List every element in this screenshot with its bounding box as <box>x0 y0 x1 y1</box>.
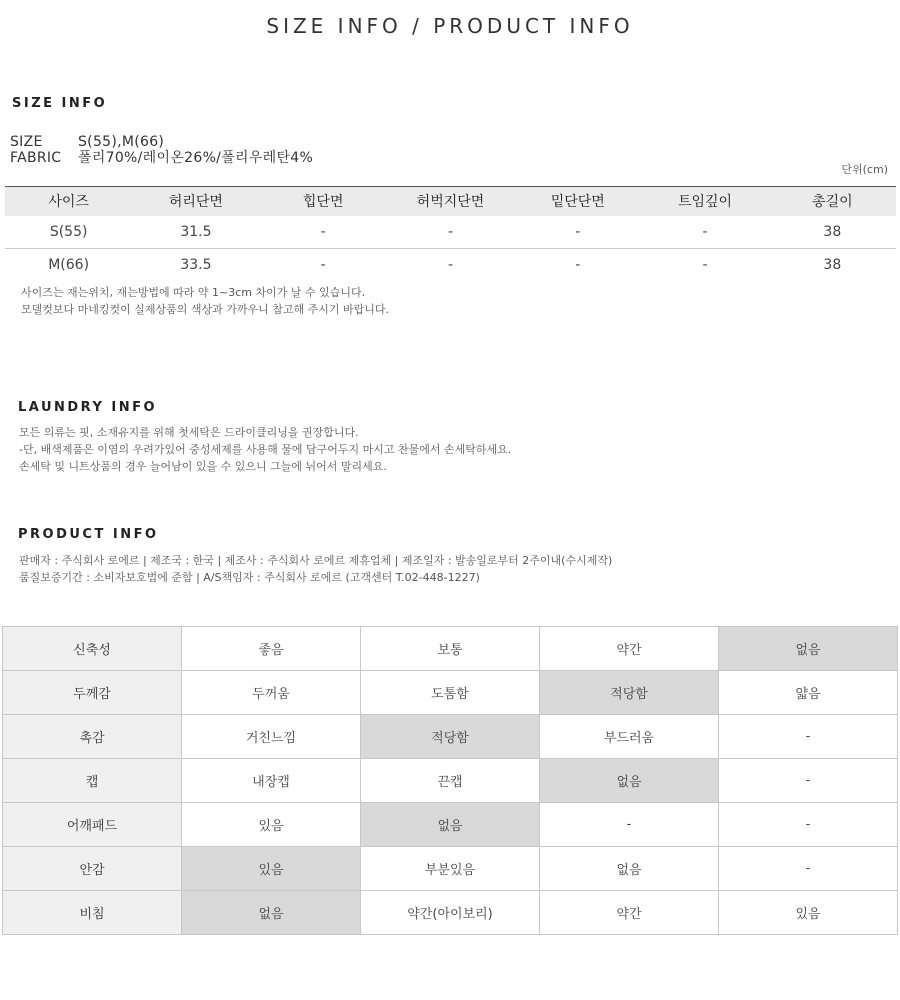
table-cell: 38 <box>823 257 842 274</box>
feature-label: 어깨패드 <box>3 803 182 847</box>
feature-option: 적당함 <box>361 715 540 759</box>
size-table-header <box>5 187 896 216</box>
feature-label: 촉감 <box>3 715 182 759</box>
table-cell: 33.5 <box>180 257 212 274</box>
page-title: SIZE INFO / PRODUCT INFO <box>266 14 634 38</box>
col-header: 총길이 <box>812 194 853 211</box>
size-spec-row <box>10 134 313 150</box>
feature-option: - <box>540 803 719 847</box>
feature-option: 없음 <box>361 803 540 847</box>
size-notes <box>21 284 389 318</box>
col-header: 힙단면 <box>302 194 344 211</box>
table-cell: - <box>514 216 641 249</box>
table-cell: 38 <box>769 216 896 249</box>
note-line: 모든 의류는 핏, 소재유지를 위해 첫세탁은 드라이클리닝을 권장합니다. <box>19 426 359 439</box>
table-cell: - <box>387 216 514 249</box>
feature-option: 없음 <box>540 759 719 803</box>
note-line: 사이즈는 재는위치, 재는방법에 따라 약 1~3cm 차이가 날 수 있습니다. <box>21 286 366 299</box>
feature-option: 두꺼움 <box>182 671 361 715</box>
feature-option: 거친느낌 <box>182 715 361 759</box>
feature-label: 두께감 <box>3 671 182 715</box>
fabric-label: FABRIC <box>10 150 62 166</box>
feature-label: 안감 <box>3 847 182 891</box>
size-value: S(55),M(66) <box>78 134 165 150</box>
feature-option: - <box>719 847 898 891</box>
product-notes <box>19 552 612 586</box>
note-line: 모델컷보다 마네킹컷이 실제상품의 색상과 가까우니 참고해 주시기 바랍니다. <box>21 303 390 316</box>
feature-table <box>2 626 898 935</box>
col-header: 허리단면 <box>168 194 223 211</box>
table-row <box>5 249 896 282</box>
feature-label: 신축성 <box>3 627 182 671</box>
feature-label: 캡 <box>3 759 182 803</box>
size-info-heading: SIZE INFO <box>12 96 108 111</box>
note-line: 품질보증기간 : 소비자보호법에 준함 | A/S책임자 : 주식회사 로에르 (고객센터 T.02-448-1227) <box>19 571 480 584</box>
feature-row <box>3 715 898 759</box>
feature-option: - <box>719 715 898 759</box>
col-header: 사이즈 <box>48 194 89 211</box>
feature-option: 부드러움 <box>540 715 719 759</box>
note-line: -단, 배색제품은 이염의 우려가있어 중성세제를 사용해 물에 담구어두지 마시고 찬물에서 손세탁하세요. <box>19 443 512 456</box>
laundry-info-heading: LAUNDRY INFO <box>18 400 158 415</box>
feature-option: - <box>719 803 898 847</box>
feature-option: - <box>719 759 898 803</box>
table-cell: 31.5 <box>132 216 259 249</box>
col-header: 허벅지단면 <box>416 194 485 211</box>
table-cell: - <box>447 257 454 274</box>
feature-row <box>3 891 898 935</box>
product-info-heading: PRODUCT INFO <box>18 527 159 542</box>
feature-option: 약간(아이보리) <box>361 891 540 935</box>
note-line: 손세탁 및 니트상품의 경우 늘어남이 있을 수 있으니 그늘에 뉘어서 말리세요. <box>19 460 387 473</box>
note-line: 판매자 : 주식회사 로에르 | 제조국 : 한국 | 제조사 : 주식회사 로에르 제휴업체 | 제조일자 : 발송일로부터 2주이내(수시제작) <box>19 554 613 567</box>
feature-row <box>3 759 898 803</box>
feature-option: 내장캡 <box>182 759 361 803</box>
fabric-value: 폴리70%/레이온26%/폴리우레탄4% <box>78 150 314 166</box>
feature-option: 보통 <box>361 627 540 671</box>
table-cell: - <box>575 257 581 274</box>
feature-row <box>3 803 898 847</box>
feature-option: 있음 <box>719 891 898 935</box>
size-table <box>5 186 896 282</box>
size-label: SIZE <box>10 134 43 150</box>
feature-option: 얇음 <box>719 671 898 715</box>
feature-option: 없음 <box>719 627 898 671</box>
col-header: 밑단단면 <box>550 194 605 211</box>
spec-block <box>10 134 313 166</box>
feature-option: 부분있음 <box>361 847 540 891</box>
table-row <box>5 216 896 249</box>
feature-row <box>3 847 898 891</box>
laundry-notes <box>19 424 511 475</box>
feature-option: 없음 <box>182 891 361 935</box>
feature-option: 좋음 <box>182 627 361 671</box>
feature-row <box>3 627 898 671</box>
table-cell: M(66) <box>48 257 90 274</box>
table-cell: - <box>702 257 708 274</box>
feature-option: 없음 <box>540 847 719 891</box>
col-header: 트임깊이 <box>677 194 733 211</box>
table-cell: S(55) <box>5 216 132 249</box>
table-cell: - <box>320 257 326 274</box>
feature-option: 있음 <box>182 803 361 847</box>
feature-option: 약간 <box>540 627 719 671</box>
feature-row <box>3 671 898 715</box>
unit-note: 단위(cm) <box>841 163 888 176</box>
feature-option: 끈캡 <box>361 759 540 803</box>
feature-option: 적당함 <box>540 671 719 715</box>
feature-label: 비침 <box>3 891 182 935</box>
feature-option: 있음 <box>182 847 361 891</box>
fabric-spec-row <box>10 150 313 166</box>
feature-option: 도톰함 <box>361 671 540 715</box>
table-cell: - <box>641 216 768 249</box>
table-cell: - <box>260 216 387 249</box>
feature-option: 약간 <box>540 891 719 935</box>
